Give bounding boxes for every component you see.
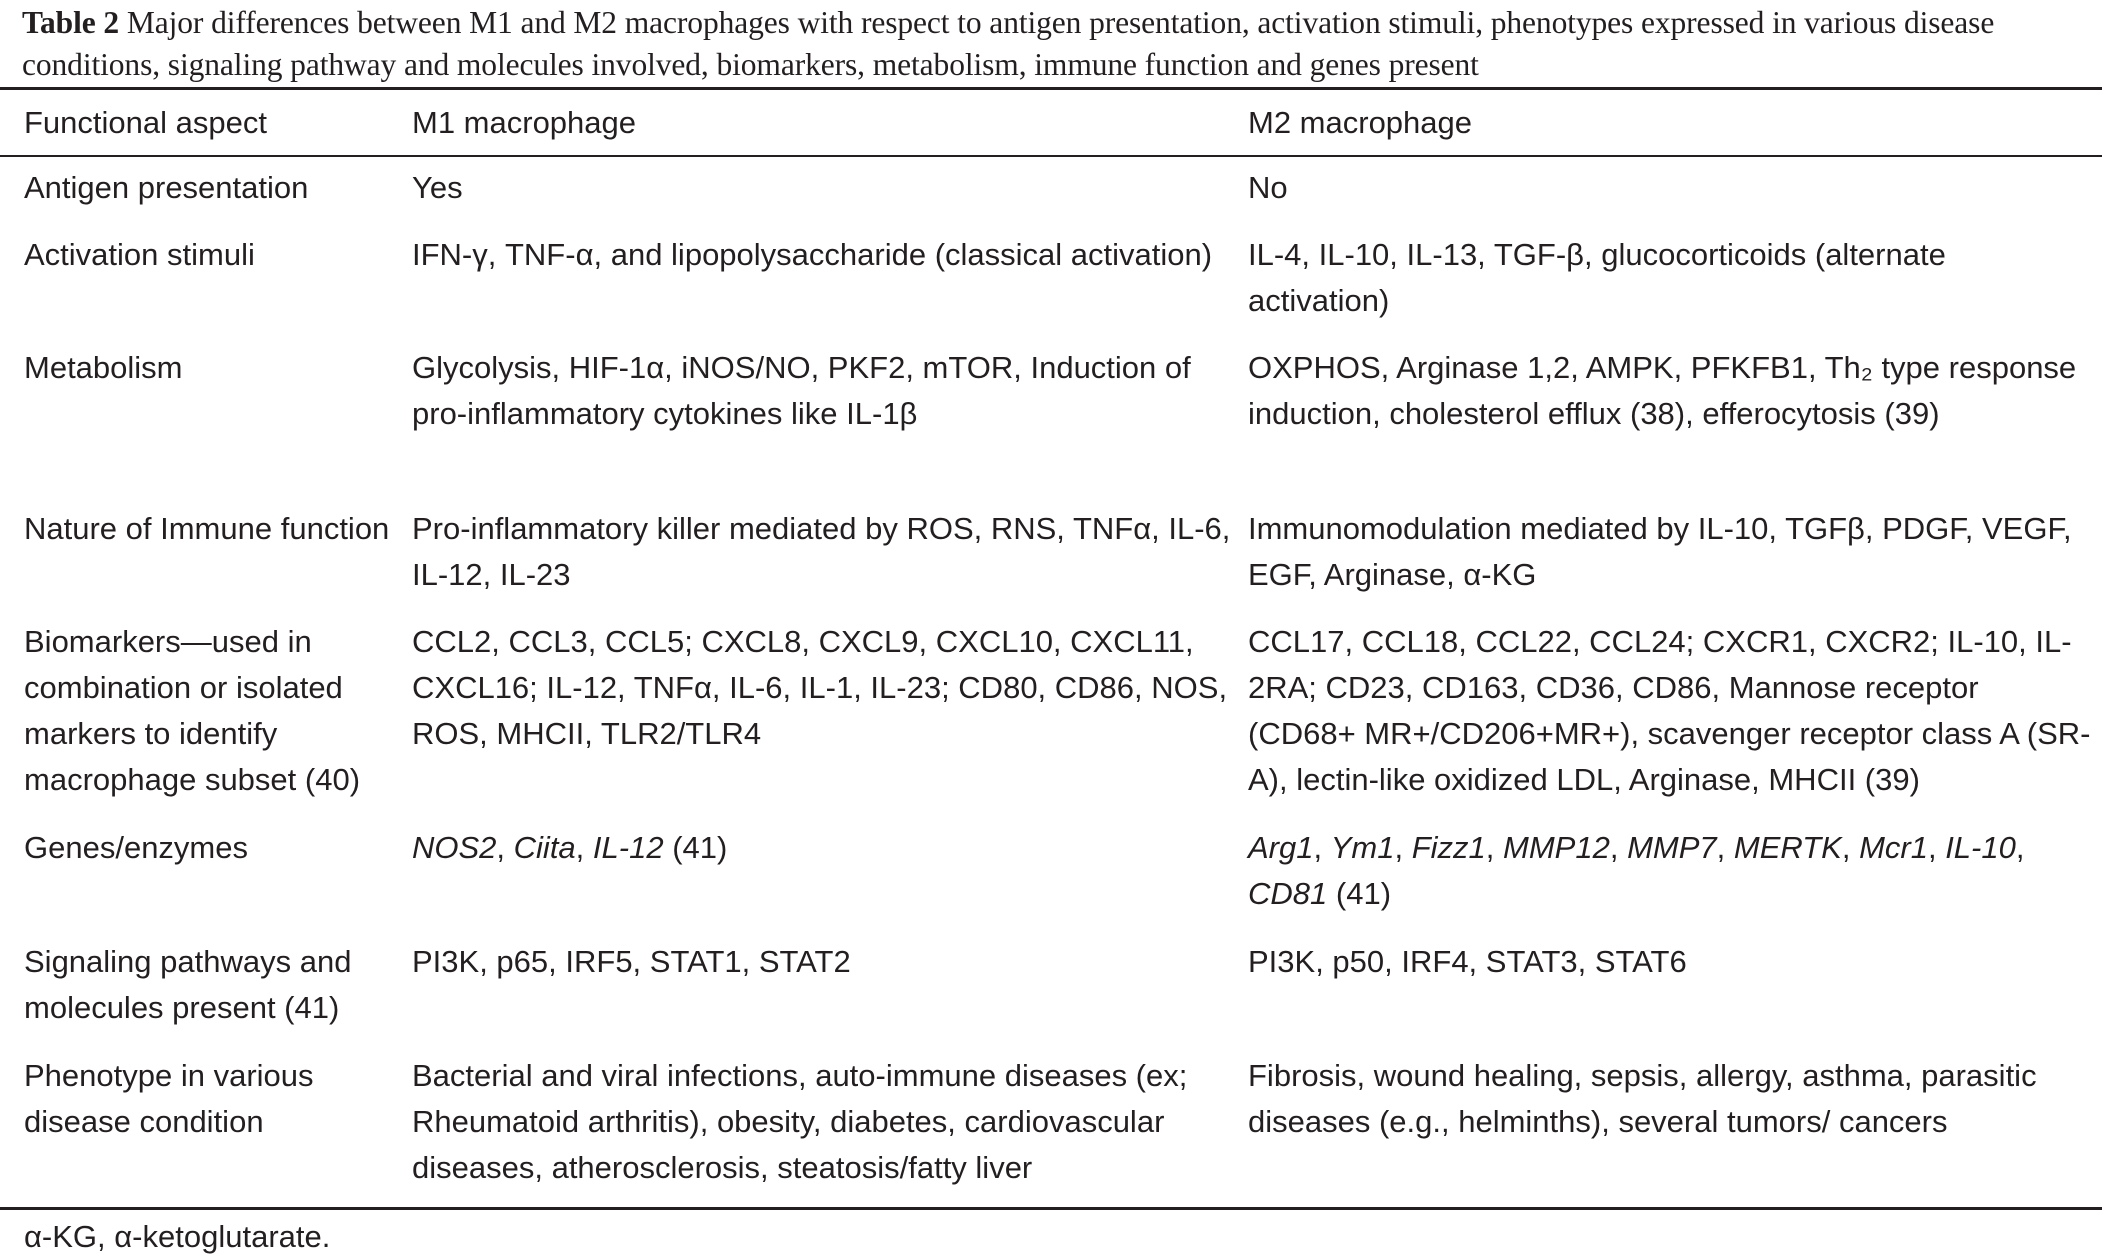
aspect-cell: Genes/enzymes (24, 830, 248, 865)
gene-name: CD81 (1248, 876, 1328, 911)
comparison-table (0, 90, 2102, 1208)
table-row (0, 497, 2102, 610)
gene-name: Arg1 (1248, 830, 1314, 865)
header-m1-macrophage: M1 macrophage (412, 104, 637, 140)
m2-cell: Immunomodulation mediated by IL-10, TGFβ, PDGF, VEGF, EGF, Arginase, α-KG (1248, 511, 2072, 592)
table-row (0, 1044, 2102, 1208)
aspect-cell: Biomarkers—used in combination or isolated markers to identify macrophage subset (40) (24, 624, 361, 797)
table-row (0, 610, 2102, 816)
m1-cell: CCL2, CCL3, CCL5; CXCL8, CXCL9, CXCL10, CXCL11, CXCL16; IL-12, TNFα, IL-6, IL-1, IL-23; CD80, CD86, NOS, ROS, MHCII, TLR2/TLR4 (412, 624, 1228, 751)
gene-name: MMP7 (1627, 830, 1717, 865)
aspect-cell: Nature of Immune function (24, 511, 390, 546)
table-row (0, 223, 2102, 336)
table-caption (22, 2, 2097, 86)
m1-cell: PI3K, p65, IRF5, STAT1, STAT2 (412, 944, 851, 979)
gene-name: Mcr1 (1859, 830, 1928, 865)
table-caption-label: Table 2 (22, 5, 120, 40)
aspect-cell: Activation stimuli (24, 237, 255, 272)
m1-cell: IFN-γ, TNF-α, and lipopolysaccharide (classical activation) (412, 237, 1213, 272)
header-functional-aspect: Functional aspect (24, 104, 267, 140)
m2-cell: IL-4, IL-10, IL-13, TGF-β, glucocorticoids (alternate activation) (1248, 237, 1946, 318)
m1-cell: NOS2, Ciita, IL-12 (41) (412, 830, 728, 865)
m2-cell: Fibrosis, wound healing, sepsis, allergy, asthma, parasitic diseases (e.g., helminths), several tumors/ cancers (1248, 1058, 2037, 1139)
gene-name: Fizz1 (1411, 830, 1486, 865)
m1-cell: Bacterial and viral infections, auto-immune diseases (ex; Rheumatoid arthritis), obesity, diabetes, cardiovascular diseases, atherosclerosis, steatosis/fatty liver (412, 1058, 1188, 1185)
gene-name: MERTK (1733, 830, 1842, 865)
m2-cell: Arg1, Ym1, Fizz1, MMP12, MMP7, MERTK, Mcr1, IL-10, CD81 (41) (1248, 830, 2025, 911)
gene-name: IL-10 (1945, 830, 2016, 865)
aspect-cell: Phenotype in various disease condition (24, 1058, 314, 1139)
table-caption-text: Major differences between M1 and M2 macrophages with respect to antigen presentation, activation stimuli, phenotypes expressed in various disease conditions, signaling pathway and molecules involved, biomarkers, metabolism, immune function and genes present (22, 5, 1995, 82)
table-row (0, 336, 2102, 497)
reference: (41) (672, 830, 728, 865)
m2-cell: OXPHOS, Arginase 1,2, AMPK, PFKFB1, Th₂ type response induction, cholesterol efflux (38), efferocytosis (39) (1248, 350, 2077, 431)
gene-name: IL-12 (592, 830, 664, 865)
aspect-cell: Metabolism (24, 350, 183, 385)
table-row (0, 930, 2102, 1044)
m1-cell: Yes (412, 170, 463, 205)
table-header-row (0, 90, 2102, 155)
table-footnote: α-KG, α-ketoglutarate. (24, 1219, 331, 1254)
reference: (41) (1335, 876, 1392, 911)
gene-name: MMP12 (1503, 830, 1610, 865)
aspect-cell: Antigen presentation (24, 170, 309, 205)
m2-cell: No (1248, 170, 1288, 205)
m2-cell: PI3K, p50, IRF4, STAT3, STAT6 (1248, 944, 1687, 979)
table-row (0, 155, 2102, 223)
table-row (0, 816, 2102, 930)
gene-name: NOS2 (412, 830, 497, 865)
m1-cell: Pro-inflammatory killer mediated by ROS, RNS, TNFα, IL-6, IL-12, IL-23 (412, 511, 1231, 592)
header-m2-macrophage: M2 macrophage (1248, 104, 1473, 140)
table-bottom-rule (0, 1207, 2102, 1210)
gene-name: Ym1 (1330, 830, 1395, 865)
m2-cell: CCL17, CCL18, CCL22, CCL24; CXCR1, CXCR2; IL-10, IL-2RA; CD23, CD163, CD36, CD86, Mannose receptor (CD68+ MR+/CD206+MR+), scavenger receptor class A (SR-A), lectin-like oxidized LDL, Arginase, MHCII (39) (1248, 624, 2091, 797)
m1-cell: Glycolysis, HIF-1α, iNOS/NO, PKF2, mTOR, Induction of pro-inflammatory cytokines like IL-1β (412, 350, 1191, 431)
aspect-cell: Signaling pathways and molecules present (41) (24, 944, 352, 1025)
gene-name: Ciita (513, 830, 576, 865)
